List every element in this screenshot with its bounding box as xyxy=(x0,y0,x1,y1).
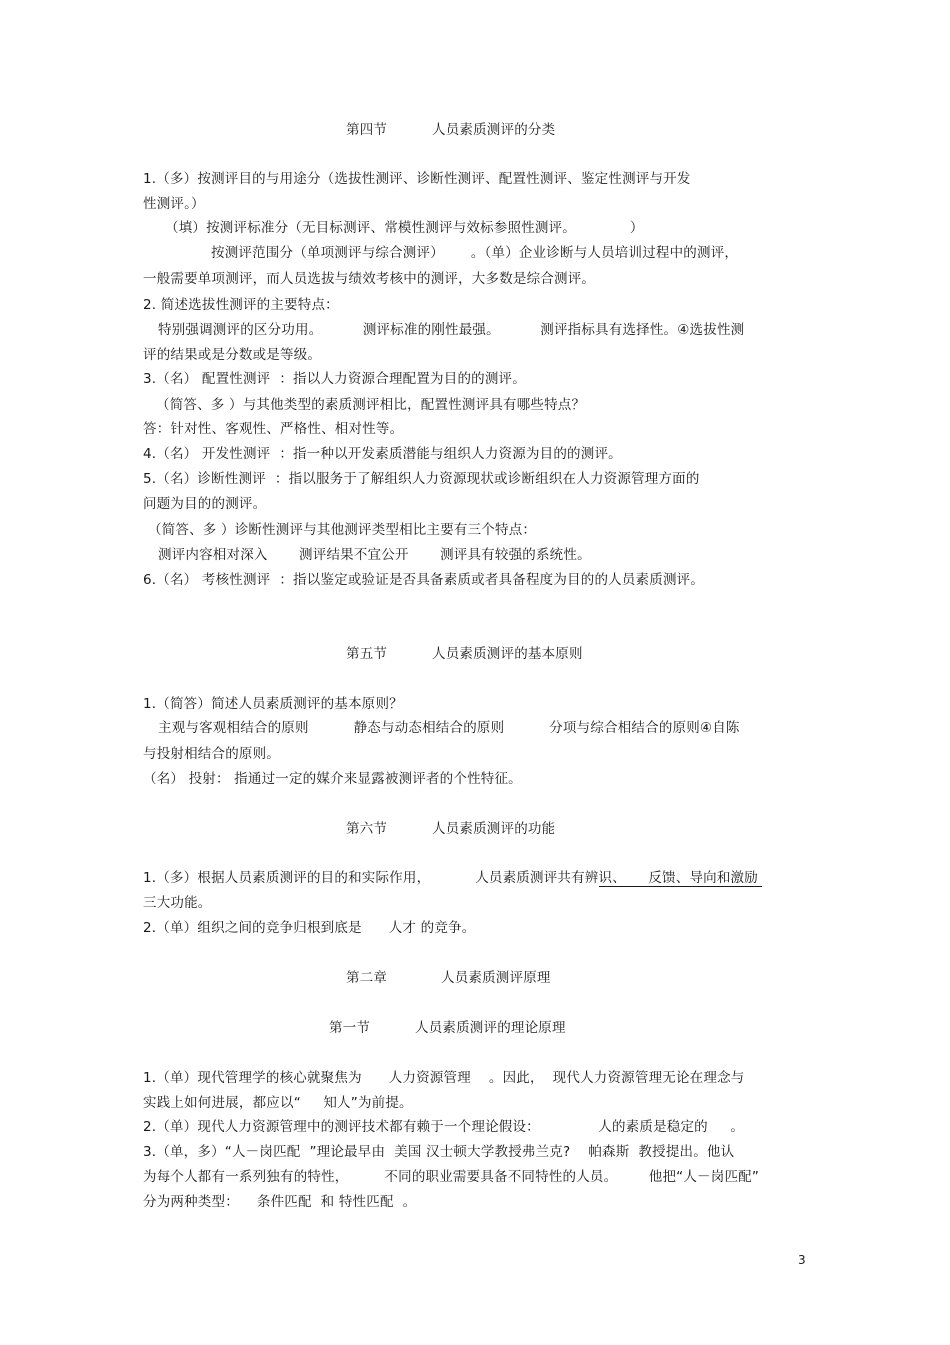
section-heading: 第四节 人员素质测评的分类 xyxy=(346,122,556,138)
text-line: 6.（名） 考核性测评 ：指以鉴定或验证是否具备素质或者具备程度为目的的人员素质测评。 xyxy=(143,572,705,588)
text-line: 性测评。） xyxy=(143,196,205,212)
text-line: （填）按测评标准分（无目标测评、常模性测评与效标参照性测评。 ） xyxy=(165,220,644,236)
page-number: 3 xyxy=(798,1253,806,1267)
text-line: 实践上如何进展，都应以“ 知人”为前提。 xyxy=(143,1095,413,1111)
section-heading: 第六节 人员素质测评的功能 xyxy=(346,821,556,837)
text-line: 2. 简述选拔性测评的主要特点： xyxy=(143,297,339,313)
underlined-answer: 识、 反馈、导向和激励 xyxy=(598,870,763,886)
text-line: 按测评范围分（单项测评与综合测评） 。（单）企业诊断与人员培训过程中的测评， xyxy=(211,245,739,261)
section-heading: 第一节 人员素质测评的理论原理 xyxy=(329,1020,566,1036)
text-line: 特别强调测评的区分功用。 测评标准的刚性最强。 测评指标具有选择性。④选拔性测 xyxy=(158,322,745,338)
text-line: 3.（名） 配置性测评 ：指以人力资源合理配置为目的的测评。 xyxy=(143,371,526,387)
text-line: （简答、多 ）与其他类型的素质测评相比，配置性测评具有哪些特点？ xyxy=(156,397,586,413)
text-line: 2.（单）组织之间的竞争归根到底是 人才 的竞争。 xyxy=(143,920,476,936)
text-line: 问题为目的的测评。 xyxy=(143,496,267,512)
text-line: 主观与客观相结合的原则 静态与动态相结合的原则 分项与综合相结合的原则④自陈 xyxy=(158,720,740,736)
text-line xyxy=(143,869,762,887)
text-line: 一般需要单项测评，而人员选拔与绩效考核中的测评，大多数是综合测评。 xyxy=(143,271,596,287)
text-segment: 1.（多）根据人员素质测评的目的和实际作用， 人员素质测评共有辨 xyxy=(143,870,599,886)
text-line: （名） 投射： 指通过一定的媒介来显露被测评者的个性特征。 xyxy=(143,771,522,787)
text-line: 测评内容相对深入 测评结果不宜公开 测评具有较强的系统性。 xyxy=(158,547,591,563)
text-line: 分为两种类型： 条件匹配 和 特性匹配 。 xyxy=(143,1194,417,1210)
text-line: 1.（多）按测评目的与用途分（选拔性测评、诊断性测评、配置性测评、鉴定性测评与开发 xyxy=(143,171,691,187)
text-line: 1.（简答）简述人员素质测评的基本原则？ xyxy=(143,696,403,712)
text-line: 评的结果或是分数或是等级。 xyxy=(143,347,322,363)
section-heading: 第五节 人员素质测评的基本原则 xyxy=(346,646,583,662)
text-line: 5.（名）诊断性测评 ：指以服务于了解组织人力资源现状或诊断组织在人力资源管理方面的 xyxy=(143,471,700,487)
text-line: （简答、多 ）诊断性测评与其他测评类型相比主要有三个特点： xyxy=(148,522,537,538)
text-line: 三大功能。 xyxy=(143,895,212,911)
text-line: 为每个人都有一系列独有的特性， 不同的职业需要具备不同特性的人员。 他把“人－岗匹配” xyxy=(143,1169,760,1185)
text-line: 与投射相结合的原则。 xyxy=(143,746,280,762)
text-line: 答：针对性、客观性、严格性、相对性等。 xyxy=(143,421,404,437)
text-line: 4.（名） 开发性测评 ：指一种以开发素质潜能与组织人力资源为目的的测评。 xyxy=(143,446,622,462)
chapter-heading: 第二章 人员素质测评原理 xyxy=(346,970,551,986)
text-line: 1.（单）现代管理学的核心就聚焦为 人力资源管理 。因此， 现代人力资源管理无论在理念与 xyxy=(143,1070,745,1086)
text-line: 2.（单）现代人力资源管理中的测评技术都有赖于一个理论假设： 人的素质是稳定的 。 xyxy=(143,1119,745,1135)
text-line: 3.（单，多）“人－岗匹配 ”理论最早由 美国 汉士顿大学教授弗兰克? 帕森斯 教授提出。他认 xyxy=(143,1144,735,1160)
